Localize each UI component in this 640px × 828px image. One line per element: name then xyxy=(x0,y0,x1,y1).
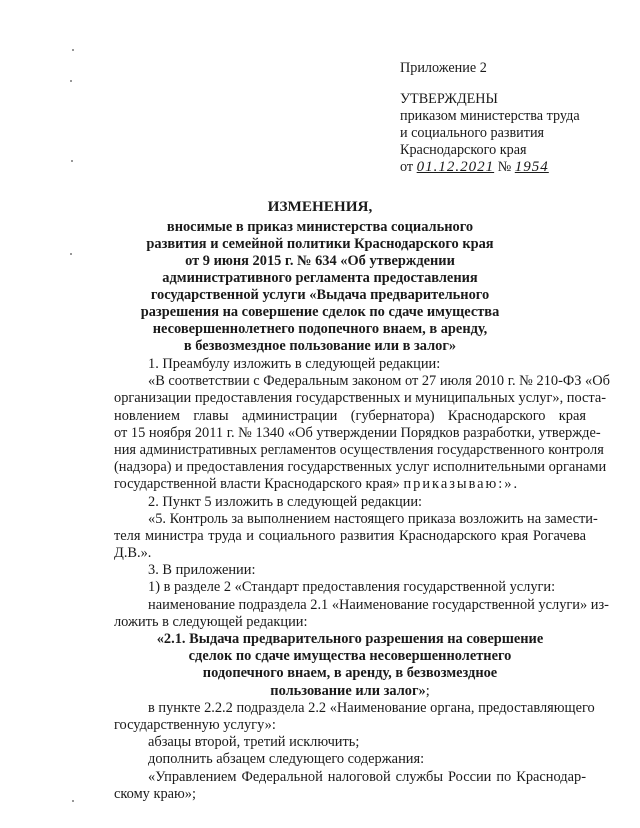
title-line: государственной услуги «Выдача предварительного xyxy=(150,287,490,303)
quote-line: новлением главы администрации (губернатора) Краснодарского края xyxy=(114,407,586,424)
document-title xyxy=(0,198,640,355)
margin-speck xyxy=(70,80,72,82)
quote-line: ния административных регламентов осуществления государственного контроля xyxy=(114,441,604,458)
paragraph-line: в пункте 2.2.2 подраздела 2.2 «Наименование органа, предоставляющего xyxy=(148,699,595,716)
title-line: административного регламента предоставления xyxy=(162,270,478,286)
quote-line: «Управлением Федеральной налоговой службы России по Краснодар- xyxy=(148,768,586,785)
date-prefix: от xyxy=(400,159,414,175)
margin-speck xyxy=(72,49,74,51)
quote-line: «В соответствии с Федеральным законом от 27 июля 2010 г. № 210-ФЗ «Об xyxy=(148,373,610,390)
margin-speck xyxy=(71,160,73,162)
semicolon: ; xyxy=(425,682,430,699)
bold-heading-line xyxy=(114,683,586,700)
paragraph-2: 2. Пункт 5 изложить в следующей редакции: xyxy=(148,493,423,510)
title-line: развития и семейной политики Краснодарского края xyxy=(146,236,494,252)
approval-block xyxy=(400,60,580,176)
quote-line: теля министра труда и социального развития Краснодарского края Рогачева xyxy=(114,527,586,544)
quote-line: «5. Контроль за выполнением настоящего приказа возложить на замести- xyxy=(148,510,598,527)
subitem-line: 1) в разделе 2 «Стандарт предоставления государственной услуги: xyxy=(148,579,556,596)
quote-line: от 15 ноября 2011 г. № 1340 «Об утверждении Порядков разработки, утвержде- xyxy=(114,424,601,441)
appendix-label: Приложение 2 xyxy=(400,60,487,76)
order-line-1: приказом министерства труда xyxy=(400,108,580,124)
subitem-line: ложить в следующей редакции: xyxy=(114,613,308,630)
document-body xyxy=(114,356,610,803)
title-line: несовершеннолетнего подопечного внаем, в аренду, xyxy=(152,321,488,337)
quote-line xyxy=(114,476,586,493)
spaced-order-word: приказываю:». xyxy=(403,476,520,493)
order-line-3: Краснодарского края xyxy=(400,142,527,158)
title-line: в безвозмездное пользование или в залог» xyxy=(183,338,457,354)
quote-line: организации предоставления государственных и муниципальных услуг», поста- xyxy=(114,390,607,407)
paragraph-line: дополнить абзацем следующего содержания: xyxy=(148,751,425,768)
order-date-line xyxy=(400,159,580,176)
title-line: от 9 июня 2015 г. № 634 «Об утверждении xyxy=(185,253,455,269)
title-line: вносимые в приказ министерства социального xyxy=(166,219,474,235)
quote-line: скому краю»; xyxy=(114,785,196,802)
title-line: разрешения на совершение сделок по сдаче имущества xyxy=(140,304,500,320)
quote-text: государственной власти Краснодарского края» xyxy=(114,476,400,493)
order-line-2: и социального развития xyxy=(400,125,545,141)
paragraph-3: 3. В приложении: xyxy=(148,562,256,579)
paragraph-line: абзацы второй, третий исключить; xyxy=(148,734,360,751)
quote-line: Д.В.». xyxy=(114,545,152,562)
handwritten-date: 01.12.2021 xyxy=(416,159,495,175)
title-heading: ИЗМЕНЕНИЯ, xyxy=(267,198,373,215)
subitem-line: наименование подраздела 2.1 «Наименование государственной услуги» из- xyxy=(148,596,609,613)
approved-label: УТВЕРЖДЕНЫ xyxy=(400,91,498,107)
bold-heading-line: «2.1. Выдача предварительного разрешения на совершение xyxy=(156,631,544,647)
quote-line: (надзора) и предоставления государственных услуг исполнительными органами xyxy=(114,459,607,476)
bold-heading-line: сделок по сдаче имущества несовершеннолетнего xyxy=(188,648,512,665)
paragraph-1: 1. Преамбулу изложить в следующей редакции: xyxy=(148,356,441,372)
number-prefix: № xyxy=(497,159,512,175)
bold-heading-text: пользование или залог» xyxy=(270,682,426,699)
margin-speck xyxy=(72,800,74,802)
paragraph-line: государственную услугу»: xyxy=(114,716,276,733)
handwritten-number: 1954 xyxy=(514,159,549,175)
bold-heading-line: подопечного внаем, в аренду, в безвозмездное xyxy=(202,665,498,682)
